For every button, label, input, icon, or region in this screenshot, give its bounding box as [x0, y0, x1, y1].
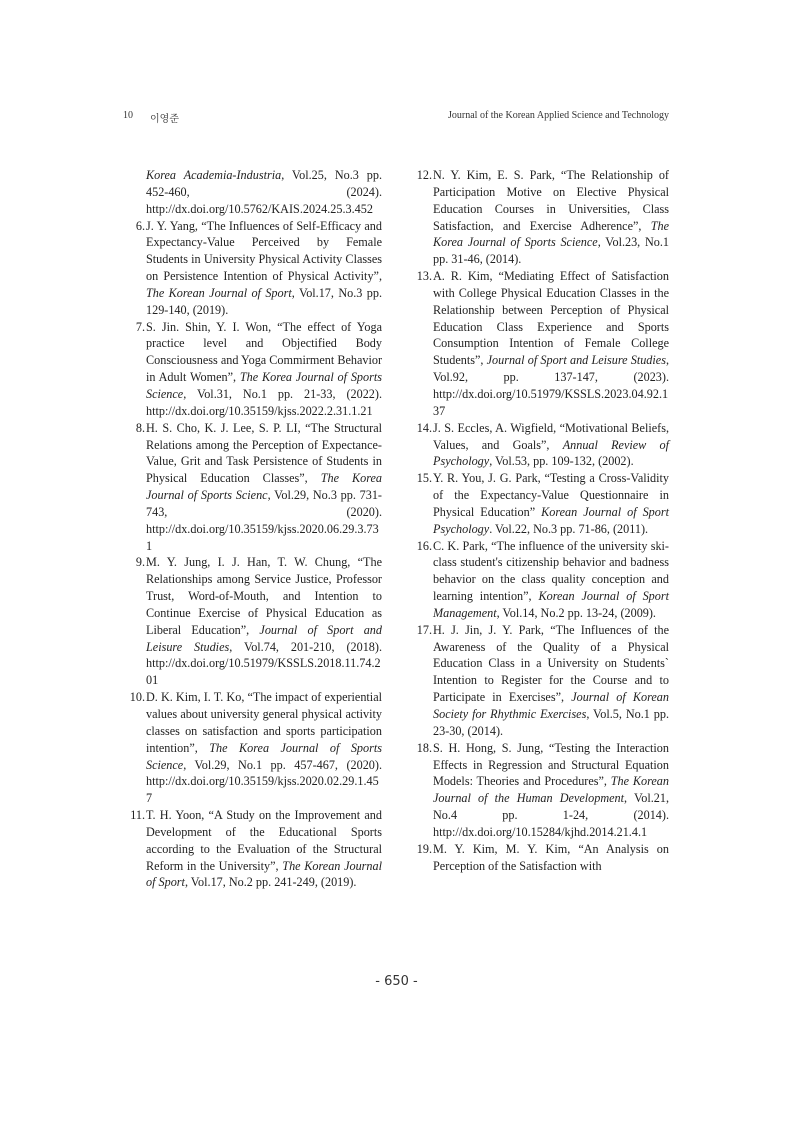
header-page-number: 10 [123, 110, 133, 121]
reference-text: C. K. Park, “The influence of the university ski-class student's citizenship behavior and badness behavior on the class quality conception and learning intention”, [433, 538, 669, 604]
reference-item [123, 554, 382, 689]
reference-text: M. Y. Jung, I. J. Han, T. W. Chung, “The Relationships among Service Justice, Professor Trust, Word-of-Mouth, and Intention to Continue Exercise of Physical Education as Liberal Education”, [146, 555, 382, 637]
reference-details: , Vol.53, pp. 109-132, (2002). [489, 454, 634, 469]
reference-journal: Korean Journal of Sport Management [433, 589, 669, 620]
reference-text: H. J. Jin, J. Y. Park, “The Influences of the Awareness of the Quality of a Physical Education Class in a University on Students` Intention to Register for the Course and to Participate in Exercises”, [433, 622, 669, 705]
reference-details: , Vol.31, No.1 pp. 21-33, (2022). http://dx.doi.org/10.35159/kjss.2022.2.31.1.21 [146, 386, 382, 418]
reference-number: 13. [416, 269, 432, 284]
reference-journal: Annual Review of Psychology [433, 437, 669, 469]
reference-journal: Korean Journal of Sport Psychology [433, 504, 669, 536]
reference-journal: Korea Academia-Industria [146, 168, 282, 182]
reference-text: M. Y. Kim, M. Y. Kim, “An Analysis on Perception of the Satisfaction with [433, 841, 669, 873]
reference-item [123, 807, 382, 891]
reference-text: J. S. Eccles, A. Wigfield, “Motivational Beliefs, Values, and Goals”, [433, 420, 669, 452]
reference-journal: Journal of Sport and Leisure Studies [146, 622, 382, 654]
page-footer: - 650 - [375, 974, 418, 989]
reference-number: 12. [416, 168, 432, 182]
reference-text: Y. R. You, J. G. Park, “Testing a Cross-Validity of the Expectancy-Value Questionnaire in Physical Education” [433, 471, 669, 519]
reference-text: S. Jin. Shin, Y. I. Won, “The effect of Yoga practice level and Objectified Body Consciousness and Yoga Commirment Behavior in Adult Women”, [146, 319, 382, 385]
reference-item [410, 841, 669, 875]
reference-text: H. S. Cho, K. J. Lee, S. P. LI, “The Structural Relations among the Perception of Expectance-Value, Grit and Task Persistence of Students in Physical Education Classes”, [146, 420, 382, 486]
reference-number: 17. [416, 622, 432, 637]
reference-journal: The Korean Journal of the Human Development [433, 774, 669, 806]
reference-text: T. H. Yoon, “A Study on the Improvement and Development of the Educational Sports according to the Evaluation of the Structural Reform in the University”, [146, 808, 382, 873]
reference-number: 8. [135, 420, 145, 435]
reference-journal: The Korea Journal of Sports Scienc [146, 471, 382, 503]
running-header [123, 110, 669, 126]
reference-number: 16. [416, 538, 432, 553]
reference-journal: The Korea Journal of Sports Science [146, 740, 382, 772]
reference-number: 18. [416, 740, 432, 755]
reference-number: 10. [129, 690, 145, 705]
reference-number: 15. [416, 471, 432, 486]
reference-text: J. Y. Yang, “The Influences of Self-Efficacy and Expectancy-Value Perceived by Female Students in University Physical Activity Classes on Persistence Intention of Physical Activity”, [146, 218, 382, 284]
reference-text: D. K. Kim, I. T. Ko, “The impact of experiential values about university general physical activity classes on satisfaction and sports participation intention”, [146, 690, 382, 755]
reference-journal: The Korea Journal of Sports Science [146, 370, 382, 401]
reference-details: , Vol.17, No.3 pp. 129-140, (2019). [146, 285, 382, 317]
reference-item [410, 622, 669, 740]
reference-details: , Vol.21, No.4 pp. 1-24, (2014). http://dx.doi.org/10.15284/kjhd.2014.21.4.1 [433, 791, 669, 839]
reference-item [410, 268, 669, 420]
reference-details: , Vol.74, 201-210, (2018). http://dx.doi.org/10.51979/KSSLS.2018.11.74.201 [146, 639, 382, 688]
reference-details: , Vol.17, No.2 pp. 241-249, (2019). [184, 875, 357, 890]
reference-journal: The Korean Journal of Sport [146, 285, 292, 300]
reference-item [410, 470, 669, 537]
reference-text: N. Y. Kim, E. S. Park, “The Relationship of Participation Motive on Elective Physical Education Courses in Universities, Class Satisfaction, and Exercise Adherence”, [433, 168, 669, 233]
reference-item [123, 689, 382, 807]
reference-details: , Vol.25, No.3 pp. 452-460, (2024). http://dx.doi.org/10.5762/KAIS.2024.25.3.452 [146, 168, 382, 216]
header-author: 이영준 [150, 114, 179, 125]
reference-details: , Vol.29, No.1 pp. 457-467, (2020). http://dx.doi.org/10.35159/kjss.2020.02.29.1.457 [146, 757, 382, 806]
reference-item [410, 420, 669, 471]
reference-item [123, 420, 382, 555]
reference-number: 7. [135, 319, 145, 334]
right-column [410, 167, 669, 874]
reference-number: 9. [135, 555, 145, 570]
reference-text: A. R. Kim, “Mediating Effect of Satisfaction with College Physical Education Classes in the Relationship between Perception of Physical Education Class Experience and Sports Consumption Intention of Female College Students”, [433, 269, 669, 368]
reference-journal: Journal of Korean Society for Rhythmic Exercises [433, 690, 669, 721]
reference-journal: The Korea Journal of Sports Science [433, 218, 669, 250]
reference-number: 6. [135, 218, 145, 233]
reference-details: , Vol.92, pp. 137-147, (2023). http://dx.doi.org/10.51979/KSSLS.2023.04.92.137 [433, 353, 669, 418]
reference-journal: Journal of Sport and Leisure Studies [486, 353, 666, 368]
reference-details: , Vol.14, No.2 pp. 13-24, (2009). [496, 605, 656, 620]
reference-number: 19. [416, 841, 432, 856]
reference-details: , Vol.5, No.1 pp. 23-30, (2014). [433, 707, 669, 738]
reference-item [123, 218, 382, 319]
reference-details: , Vol.29, No.3 pp. 731-743, (2020). http://dx.doi.org/10.35159/kjss.2020.06.29.3.731 [146, 488, 382, 553]
header-journal-title: Journal of the Korean Applied Science and Technology [448, 110, 669, 121]
reference-item [123, 319, 382, 420]
reference-number: 11. [130, 808, 145, 823]
reference-item [410, 740, 669, 841]
reference-journal: The Korean Journal of Sport [146, 858, 382, 890]
reference-item [410, 167, 669, 268]
reference-details: . Vol.22, No.3 pp. 71-86, (2011). [489, 521, 649, 536]
reference-continuation [123, 167, 382, 218]
reference-details: , Vol.23, No.1 pp. 31-46, (2014). [433, 235, 669, 267]
reference-item [410, 538, 669, 622]
left-column [123, 167, 382, 891]
reference-number: 14. [416, 420, 432, 435]
reference-text: S. H. Hong, S. Jung, “Testing the Interaction Effects in Regression and Structural Equation Models: Theories and Procedures”, [433, 740, 669, 789]
